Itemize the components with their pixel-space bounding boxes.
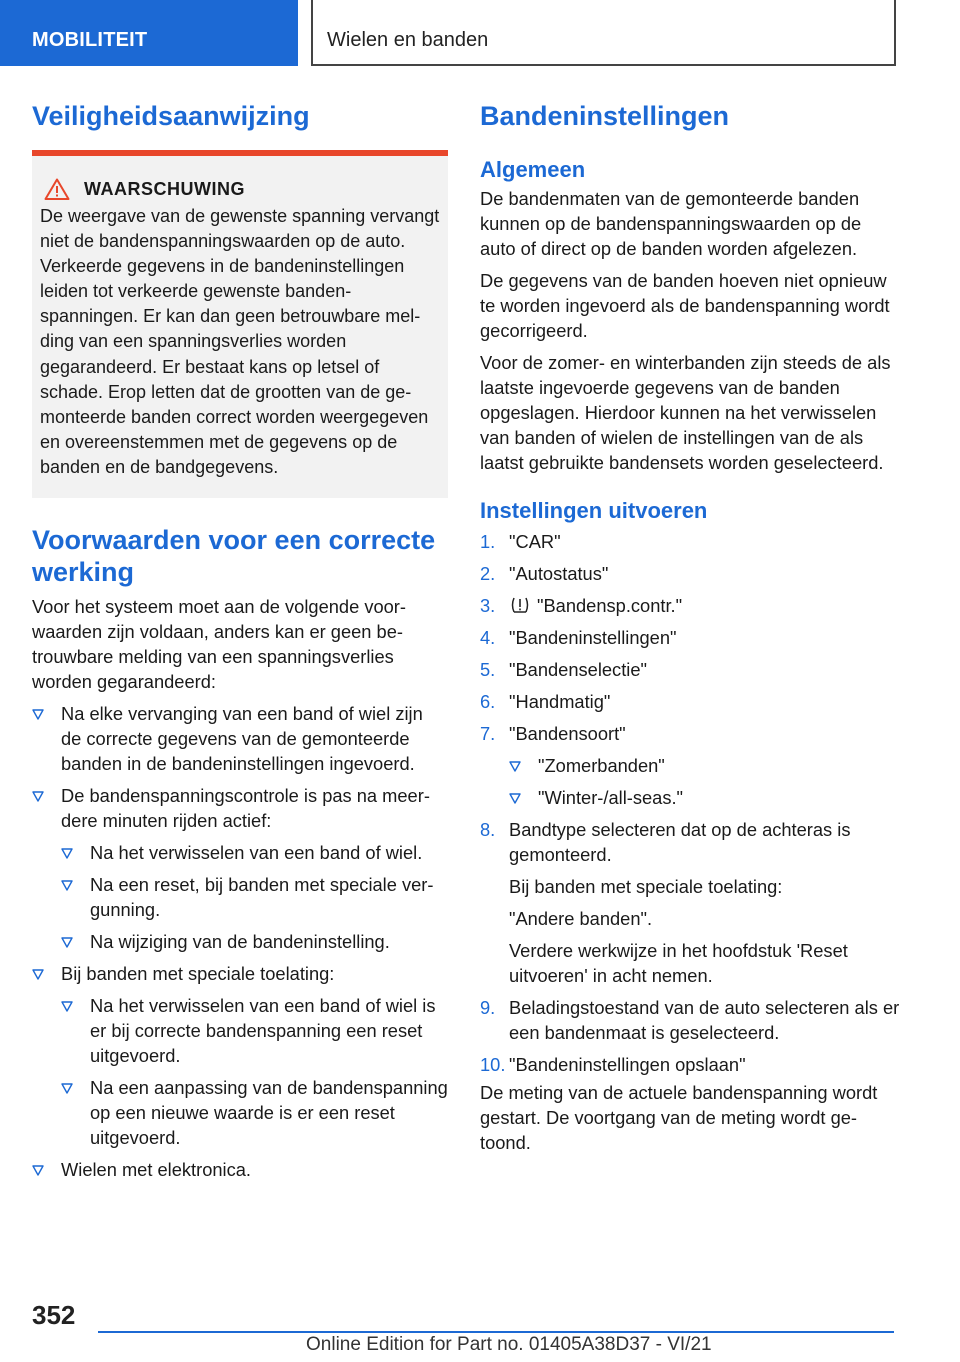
safety-heading: Veiligheidsaanwijzing (32, 101, 310, 131)
sub-list (509, 753, 900, 810)
sub-list (61, 840, 448, 954)
step-item (480, 817, 900, 988)
step-text: "Handmatig" (509, 691, 611, 712)
step-number: 4. (480, 627, 496, 648)
step-item (480, 689, 900, 714)
list-item-text: Na het verwisselen van een band of wiel is er bij correcte bandenspanning een reset uitgevoerd. (90, 995, 436, 1067)
list-item-text: De bandenspanningscontrole is pas na meerdere minuten rijden actief: (61, 785, 430, 832)
triangle-bullet-icon (32, 790, 44, 802)
step-item (480, 995, 900, 1045)
general-paragraph: De bandenmaten van de gemonteerde banden kunnen op de bandenspanningswaarden op de auto of direct op de banden worden afgelezen. (480, 188, 862, 259)
step-item (480, 561, 900, 586)
step-note: Bij banden met speciale toelating: (509, 876, 783, 897)
list-item (509, 753, 900, 778)
warning-triangle-icon (44, 178, 70, 200)
triangle-bullet-icon (509, 792, 521, 804)
step-text: "Bandenselectie" (509, 659, 647, 680)
chapter-tab (311, 0, 896, 66)
step-number: 2. (480, 563, 496, 584)
triangle-bullet-icon (61, 879, 73, 891)
list-item-text: Na een aanpassing van de bandenspanning op een nieuwe waarde is er een reset uitgevoerd. (90, 1077, 448, 1149)
triangle-bullet-icon (61, 1082, 73, 1094)
right-column (480, 100, 900, 1155)
list-item (32, 701, 448, 776)
triangle-bullet-icon (32, 708, 44, 720)
step-item (480, 593, 900, 618)
triangle-bullet-icon (61, 936, 73, 948)
list-item (61, 993, 448, 1068)
section-tab (0, 0, 298, 66)
sub-list (61, 993, 448, 1150)
step-item (480, 721, 900, 810)
page-number: 352 (32, 1300, 76, 1330)
general-heading: Algemeen (480, 157, 586, 182)
procedure-steps (480, 529, 900, 1077)
step-number: 3. (480, 595, 496, 616)
step-text: "Bandeninstellingen" (509, 627, 677, 648)
triangle-bullet-icon (32, 968, 44, 980)
warning-header (40, 178, 440, 200)
tire-settings-heading: Bandeninstellingen (480, 101, 730, 131)
triangle-bullet-icon (61, 1000, 73, 1012)
warning-label: WAARSCHUWING (84, 178, 245, 199)
step-note: Verdere werkwijze in het hoofdstuk 'Reset uitvoeren' in acht nemen. (509, 940, 848, 986)
procedure-heading: Instellingen uitvoeren (480, 498, 708, 523)
step-item (480, 657, 900, 682)
list-item-text: Na een reset, bij banden met speciale vergunning. (90, 874, 434, 921)
list-item (32, 1157, 448, 1182)
closing-paragraph: De meting van de actuele bandenspanning wordt gestart. De voortgang van de meting wordt getoond. (480, 1082, 878, 1153)
step-text: Beladingstoestand van de auto selecteren als er een bandenmaat is geselecteerd. (509, 997, 900, 1043)
list-item (32, 783, 448, 954)
step-text: "CAR" (509, 531, 561, 552)
general-paragraph: De gegevens van de banden hoeven niet opnieuw te worden ingevoerd als de bandenspanning wordt gecorrigeerd. (480, 270, 890, 341)
list-item-text: "Zomerbanden" (538, 755, 665, 776)
step-number: 9. (480, 997, 496, 1018)
list-item-text: Na het verwisselen van een band of wiel. (90, 842, 423, 864)
step-note: "Andere banden". (509, 908, 653, 929)
list-item-text: "Winter-/all-seas." (538, 787, 684, 808)
step-text: "Autostatus" (509, 563, 609, 584)
list-item (61, 872, 448, 922)
conditions-list (32, 701, 448, 1182)
step-number: 8. (480, 819, 496, 840)
left-column (32, 100, 448, 1182)
tire-pressure-icon (509, 595, 531, 615)
section-title: MOBILITEIT (32, 29, 148, 51)
step-number: 7. (480, 723, 496, 744)
triangle-bullet-icon (509, 760, 521, 772)
step-text: "Bandeninstellingen opslaan" (509, 1054, 746, 1075)
page-header (0, 0, 960, 66)
triangle-bullet-icon (61, 847, 73, 859)
list-item-text: Na elke vervanging van een band of wiel zijn de correcte gegevens van de gemonteerde banden in de bandeninstellingen ingevoerd. (61, 703, 423, 775)
step-text: "Bandensoort" (509, 723, 626, 744)
list-item (509, 785, 900, 810)
list-item-text: Wielen met elektronica. (61, 1159, 251, 1181)
list-item (61, 1075, 448, 1150)
step-item (480, 1052, 900, 1077)
list-item-text: Na wijziging van de bandeninstelling. (90, 931, 390, 953)
footer-divider (98, 1331, 894, 1333)
list-item-text: Bij banden met speciale toelating: (61, 963, 335, 985)
list-item (61, 840, 448, 865)
step-number: 1. (480, 531, 496, 552)
list-item (61, 929, 448, 954)
chapter-title: Wielen en banden (327, 29, 489, 51)
general-paragraph: Voor de zomer- en winterbanden zijn steeds de als laatste ingevoerde gegevens van de banden opgeslagen. Hierdoor kunnen na het verwisselen van banden of wielen de instellingen van de als laatst gebruikte bandensets worden geselecteerd. (480, 352, 891, 473)
step-text: "Bandensp.contr." (537, 595, 683, 616)
step-number: 5. (480, 659, 496, 680)
step-item (480, 625, 900, 650)
edition-text: Online Edition for Part no. 01405A38D37 - VI/21 (306, 1334, 712, 1355)
triangle-bullet-icon (32, 1164, 44, 1176)
step-number: 6. (480, 691, 496, 712)
warning-box (32, 150, 448, 498)
step-item (480, 529, 900, 554)
conditions-heading: Voorwaarden voor een correcte werking (32, 525, 436, 588)
step-text: Bandtype selecteren dat op de achteras is gemonteerd. (509, 819, 851, 865)
list-item (32, 961, 448, 1150)
step-number: 10. (480, 1054, 506, 1075)
conditions-intro: Voor het systeem moet aan de volgende voorwaarden zijn voldaan, anders kan er geen betrouwbare melding van een spanningsverlies worden gegarandeerd: (32, 596, 406, 693)
warning-text: De weergave van de gewenste spanning vervangt niet de bandenspanningswaarden op de auto. Verkeerde gegevens in de bandeninstellingen leiden tot verkeerde gewenste bandenspanningen. Er kan dan geen betrouwbare melding van een spanningsverlies worden gegarandeerd. Er bestaat kans op letsel of schade. Erop letten dat de grootten van de gemonteerde banden correct worden weergegeven en overeenstemmen met de gegevens op de banden en de bandgegevens. (40, 206, 440, 477)
